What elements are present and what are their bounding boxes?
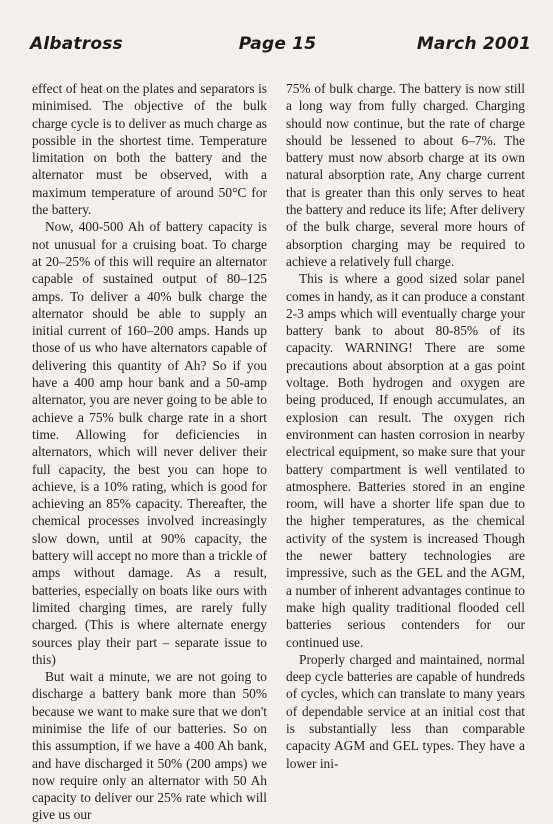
publication-title: Albatross bbox=[30, 34, 123, 54]
page-number: Page 15 bbox=[238, 34, 317, 54]
paragraph: effect of heat on the plates and separators is minimised. The objective of the bulk charge cycle is to deliver as much charge as possible in the shortest time. Temperature limitation on both the battery and the alternator must be observed, with a maximum temperature of around 50°C for the battery. bbox=[32, 81, 267, 218]
paragraph: Now, 400-500 Ah of battery capacity is not unusual for a cruising boat. To charge at 20–25% of this will require an alternator capable of sustained output of 80–125 amps. To deliver a 40% bulk charge the alternator should be able to supply an initial current of 160–200 amps. Hands up those of us who have alternators capable of delivering this quantity of Ah? So if you have a 400 amp hour bank and a 50-amp alternator, you are never going to be able to achieve a 75% bulk charge rate in a short time. Allowing for deficiencies in alternators, which will never deliver their full capacity, the best you can hope to achieve, is a 10% rating, which is good for achieving an 85% capacity. Thereafter, the chemical processes involved increasingly slow down, until at 90% capacity, the battery will accept no more than a trickle of amps without damage. As a result, batteries, especially on boats like ours with limited charging times, are rarely fully charged. (This is where alternate energy sources play their part – separate issue to this) bbox=[32, 219, 267, 667]
paragraph: Properly charged and maintained, normal deep cycle batteries are capable of hundreds of cycles, which can translate to many years of dependable service at an initial cost that is substantially less than comparable capacity AGM and GEL types. They have a lower ini- bbox=[286, 651, 525, 771]
right-column bbox=[286, 80, 525, 772]
issue-date: March 2001 bbox=[416, 34, 531, 54]
paragraph: This is where a good sized solar panel comes in handy, as it can produce a constant 2-3 amps which will eventually charge your battery bank to about 80-85% of its capacity. WARNING! There are some precautions about absorption at a gas point voltage. Both hydrogen and oxygen are being produced, If enough accumulates, an explosion can result. The oxygen rich environment can hasten corrosion in nearby electrical equipment, so make sure that your battery compartment is well ventilated to atmosphere. Batteries stored in an engine room, will have a shorter life span due to the higher temperatures, as the chemical activity of the system is increased Though the newer battery technologies are impressive, such as the GEL and the AGM, a number of inherent advantages continue to make high quality traditional flooded cell batteries serious contenders for our continued use. bbox=[286, 271, 525, 650]
paragraph: But wait a minute, we are not going to discharge a battery bank more than 50% because we want to make sure that we don't minimise the life of our batteries. So on this assumption, if we have a 400 Ah bank, and have discharged it 50% (200 amps) we now require only an alternator with 50 Ah capacity to deliver our 25% rate which will give us our bbox=[32, 669, 267, 823]
left-column bbox=[32, 80, 267, 824]
paragraph: 75% of bulk charge. The battery is now still a long way from fully charged. Charging should now continue, but the rate of charge should be lessened to about 6–7%. The battery must now absorb charge at its own natural absorption rate, Any charge current that is greater than this only serves to heat the battery and reduce its life; After delivery of the bulk charge, several more hours of absorption charging may be required to achieve a relatively full charge. bbox=[286, 81, 525, 269]
page-header bbox=[24, 34, 531, 56]
